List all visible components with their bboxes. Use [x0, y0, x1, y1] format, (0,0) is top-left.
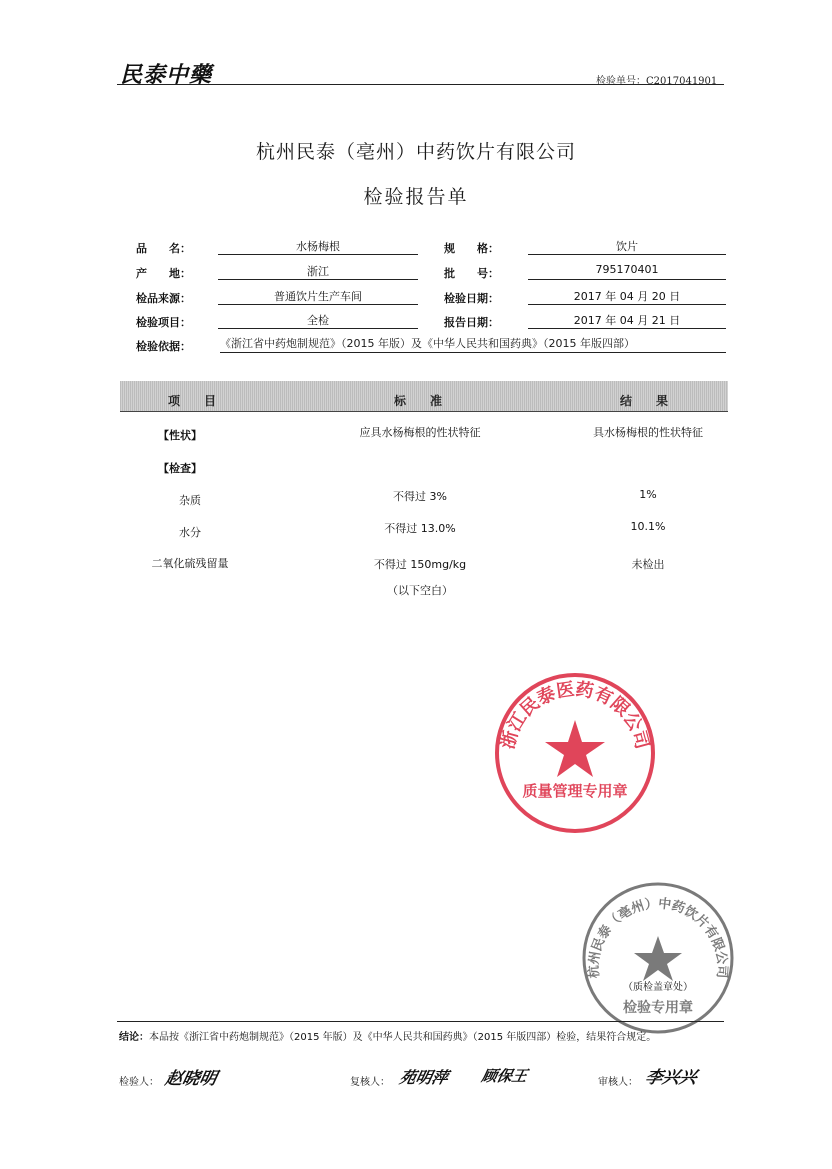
- stamp-arc-text: 浙江民泰医药有限公司: [497, 678, 653, 752]
- origin-value: 浙江: [218, 263, 418, 280]
- row-item: 【性状】: [158, 429, 202, 442]
- reviewer-signature-1: 苑明萍: [397, 1068, 450, 1087]
- column-header-item: 项 目: [168, 394, 217, 408]
- header-divider: [117, 84, 724, 85]
- item-value: 全检: [218, 312, 418, 329]
- row-item: 水分: [179, 526, 201, 539]
- stamp-placement-note: （质检盖章处）: [623, 982, 693, 993]
- source-label: 检品来源：: [136, 292, 191, 305]
- row-item: 【检查】: [158, 462, 202, 475]
- batch-value: 795170401: [528, 263, 726, 280]
- approver-signature: 李兴兴: [643, 1068, 699, 1088]
- table-header-rule: [120, 411, 728, 412]
- approver-label: 审核人：: [598, 1077, 638, 1088]
- row-standard: 不得过 150mg/kg: [373, 558, 467, 571]
- row-standard: 应具水杨梅根的性状特征: [359, 426, 481, 439]
- star-icon: [634, 936, 682, 981]
- row-result: 10.1%: [630, 520, 666, 533]
- row-result: 未检出: [631, 558, 665, 571]
- conclusion-label: 结论：: [119, 1032, 149, 1043]
- inspect-date-label: 检验日期：: [444, 292, 499, 305]
- stamp-inner-text: 检验专用章: [623, 1000, 693, 1016]
- row-standard: 不得过 3%: [393, 490, 447, 503]
- origin-label: 产 地：: [136, 267, 191, 280]
- company-logo: 民泰中藥: [120, 62, 213, 88]
- quality-stamp: [490, 668, 660, 838]
- basis-value: 《浙江省中药炮制规范》（2015 年版）及《中华人民共和国药典》（2015 年版四部）: [220, 335, 726, 353]
- column-header-result: 结 果: [620, 394, 669, 408]
- inspect-date-value: 2017 年 04 月 20 日: [528, 288, 726, 305]
- inspector-label: 检验人：: [119, 1077, 159, 1088]
- inspector-signature: 赵晓明: [163, 1069, 219, 1089]
- conclusion-divider: [117, 1021, 724, 1022]
- source-value: 普通饮片生产车间: [218, 288, 418, 305]
- reviewer-signature-2: 顾保王: [479, 1067, 529, 1085]
- product-name-label: 品 名：: [136, 242, 191, 255]
- basis-label: 检验依据：: [136, 340, 191, 353]
- row-item: 杂质: [179, 494, 201, 507]
- inspection-stamp: [578, 878, 738, 1038]
- row-result: 1%: [639, 488, 657, 501]
- batch-label: 批 号：: [444, 267, 499, 280]
- report-date-label: 报告日期：: [444, 316, 499, 329]
- stamp-arc-text: 杭州民泰（亳州）中药饮片有限公司: [586, 896, 730, 979]
- conclusion-text: 本品按《浙江省中药炮制规范》（2015 年版）及《中华人民共和国药典》（2015 年版四部）检验，结果符合规定。: [149, 1032, 657, 1043]
- product-name-value: 水杨梅根: [218, 238, 418, 255]
- report-date-value: 2017 年 04 月 21 日: [528, 312, 726, 329]
- row-item: 二氧化硫残留量: [151, 557, 229, 570]
- conclusion: [119, 1031, 723, 1045]
- inspection-number: 检验单号：C2017041901: [596, 76, 718, 87]
- spec-value: 饮片: [528, 238, 726, 255]
- stamp-inner-text: 质量管理专用章: [522, 782, 628, 800]
- spec-label: 规 格：: [444, 242, 499, 255]
- document-title: 检验报告单: [363, 186, 469, 208]
- item-label: 检验项目：: [136, 316, 191, 329]
- blank-note: （以下空白）: [387, 584, 453, 597]
- column-header-standard: 标 准: [394, 394, 443, 408]
- row-result: 具水杨梅根的性状特征: [593, 426, 703, 439]
- row-standard: 不得过 13.0%: [384, 522, 456, 535]
- reviewer-label: 复核人：: [350, 1077, 390, 1088]
- star-icon: [545, 720, 605, 777]
- company-name: 杭州民泰（亳州）中药饮片有限公司: [255, 141, 576, 163]
